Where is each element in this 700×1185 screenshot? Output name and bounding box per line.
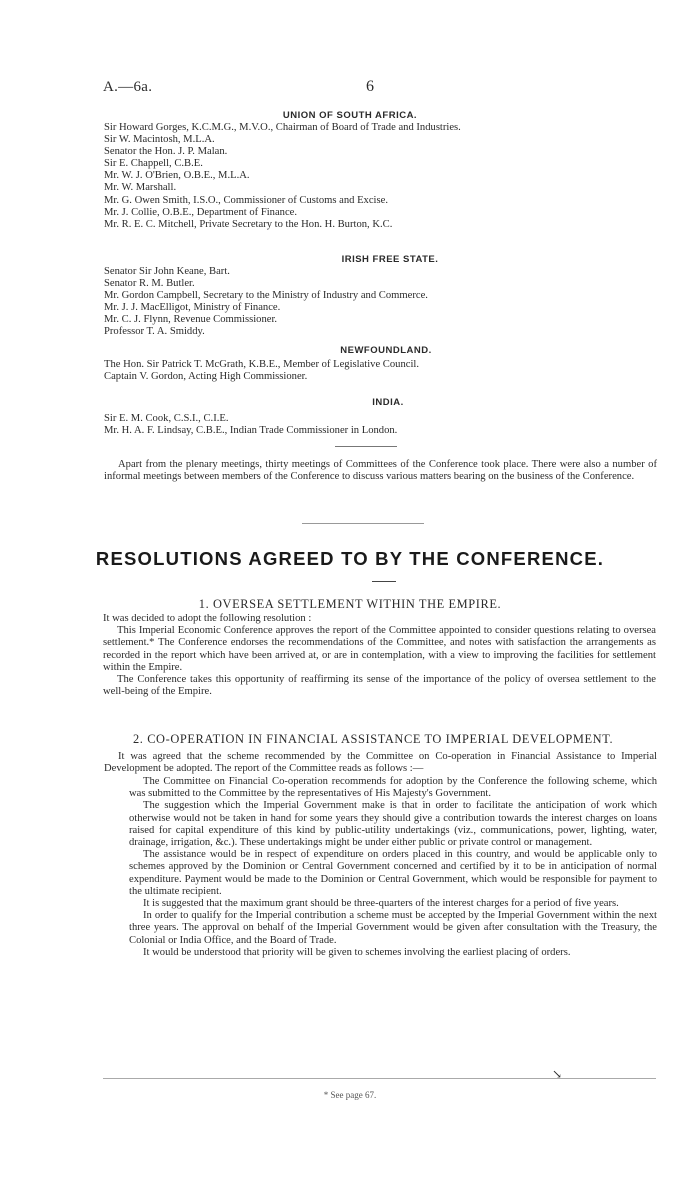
section-divider bbox=[302, 523, 424, 524]
report-paragraph: In order to qualify for the Imperial contribution a scheme must be accepted by the Imperial Government within the next three years. The approval on behalf of the Imperial Government would be given after consultation with the Treasury, the Colonial or India Office, and the Board of Trade. bbox=[129, 910, 657, 946]
list-item: Professor T. A. Smiddy. bbox=[104, 326, 205, 338]
report-paragraph: The Committee on Financial Co-operation recommends for adoption by the Conference the following scheme, which was submitted to the Committee by the representatives of His Majesty's Government. bbox=[129, 776, 657, 800]
committee-report bbox=[129, 776, 657, 959]
section-1-title: 1. OVERSEA SETTLEMENT WITHIN THE EMPIRE. bbox=[198, 597, 502, 611]
list-item: Mr. C. J. Flynn, Revenue Commissioner. bbox=[104, 314, 278, 326]
report-paragraph: The suggestion which the Imperial Government make is that in order to facilitate the anticipation of work which otherwise would not be taken in hand for some years they should give a contribution towards the interest charges on loans raised for capital expenditure of this kind by public-utility undertakings (viz., communications, power, lighting, water, drainage, irrigation, &c.). These undertakings might be under either public or private control or management. bbox=[129, 800, 657, 849]
section-2-intro: It was agreed that the scheme recommended by the Committee on Co-operation in Financial Assistance to Imperial Development be adopted. The report of the Committee reads as follows :— bbox=[104, 751, 657, 775]
footnote: * See page 67. bbox=[323, 1090, 377, 1100]
margin-mark: ↘ bbox=[552, 1067, 563, 1081]
list-item: Mr. W. J. O'Brien, O.B.E., M.L.A. bbox=[104, 170, 250, 182]
report-paragraph: It would be understood that priority will be given to schemes involving the earliest placing of orders. bbox=[143, 946, 571, 958]
india-member-list bbox=[104, 413, 397, 437]
footnote-rule bbox=[103, 1078, 656, 1079]
section-1-body bbox=[103, 613, 656, 698]
resolution-paragraph: This Imperial Economic Conference approves the report of the Committee appointed to consider questions relating to oversea settlement.* The Conference endorses the recommendations of the Committee, and notes with satisfaction the arrangements as recorded in the report which have been arrived at, or are in contemplation, with a view to improving the facilities for settlement within the Empire. bbox=[103, 625, 656, 673]
list-item: Mr. R. E. C. Mitchell, Private Secretary to the Hon. H. Burton, K.C. bbox=[104, 218, 393, 230]
list-item: Senator Sir John Keane, Bart. bbox=[104, 266, 230, 277]
irish-heading: IRISH FREE STATE. bbox=[341, 254, 439, 265]
section-2-title: 2. CO-OPERATION IN FINANCIAL ASSISTANCE TO IMPERIAL DEVELOPMENT. bbox=[133, 732, 614, 746]
list-item: Mr. H. A. F. Lindsay, C.B.E., Indian Trade Commissioner in London. bbox=[104, 425, 398, 437]
newfoundland-heading: NEWFOUNDLAND. bbox=[340, 345, 432, 356]
meetings-paragraph: Apart from the plenary meetings, thirty meetings of Committees of the Conference took place. There were also a number of informal meetings between members of the Conference to discuss various matters bearing on the business of the Conference. bbox=[104, 459, 657, 483]
union-heading: UNION OF SOUTH AFRICA. bbox=[282, 110, 418, 121]
report-paragraph: The assistance would be in respect of expenditure on orders placed in this country, and would be applicable only to schemes approved by the Dominion or Central Government concerned and certified by it to be in anticipation of normal expenditure. Payment would be made to the Dominion or Central Government, which would be responsible for payment to the ultimate recipient. bbox=[129, 849, 657, 897]
report-paragraph: It is suggested that the maximum grant should be three-quarters of the interest charges for a period of five years. bbox=[143, 898, 619, 910]
list-item: The Hon. Sir Patrick T. McGrath, K.B.E., Member of Legislative Council. bbox=[104, 359, 420, 370]
list-item: Sir E. M. Cook, C.S.I., C.I.E. bbox=[104, 413, 229, 424]
list-item: Mr. G. Owen Smith, I.S.O., Commissioner of Customs and Excise. bbox=[104, 194, 388, 206]
list-item: Senator the Hon. J. P. Malan. bbox=[104, 146, 228, 158]
document-reference: A.—6a. bbox=[103, 79, 153, 95]
list-item: Mr. Gordon Campbell, Secretary to the Ministry of Industry and Commerce. bbox=[104, 290, 428, 302]
list-item: Mr. J. J. MacElligot, Ministry of Finance. bbox=[104, 302, 281, 314]
list-item: Mr. J. Collie, O.B.E., Department of Finance. bbox=[104, 206, 298, 218]
title-underline bbox=[372, 581, 396, 582]
india-heading: INDIA. bbox=[372, 397, 404, 408]
list-item: Sir W. Macintosh, M.L.A. bbox=[104, 134, 215, 146]
newfoundland-member-list bbox=[104, 359, 419, 383]
page-number: 6 bbox=[366, 78, 374, 95]
section-1-intro: It was decided to adopt the following resolution : bbox=[103, 613, 312, 624]
page-title: RESOLUTIONS AGREED TO BY THE CONFERENCE. bbox=[95, 548, 605, 569]
list-item: Sir E. Chappell, C.B.E. bbox=[104, 158, 203, 170]
list-item: Senator R. M. Butler. bbox=[104, 278, 195, 290]
section-divider bbox=[335, 446, 397, 447]
list-item: Sir Howard Gorges, K.C.M.G., M.V.O., Chairman of Board of Trade and Industries. bbox=[104, 122, 461, 133]
irish-member-list bbox=[104, 266, 428, 339]
list-item: Mr. W. Marshall. bbox=[104, 182, 177, 194]
union-member-list bbox=[104, 122, 461, 231]
list-item: Captain V. Gordon, Acting High Commissioner. bbox=[104, 371, 308, 383]
resolution-paragraph: The Conference takes this opportunity of reaffirming its sense of the importance of the policy of oversea settlement to the well-being of the Empire. bbox=[103, 674, 656, 698]
